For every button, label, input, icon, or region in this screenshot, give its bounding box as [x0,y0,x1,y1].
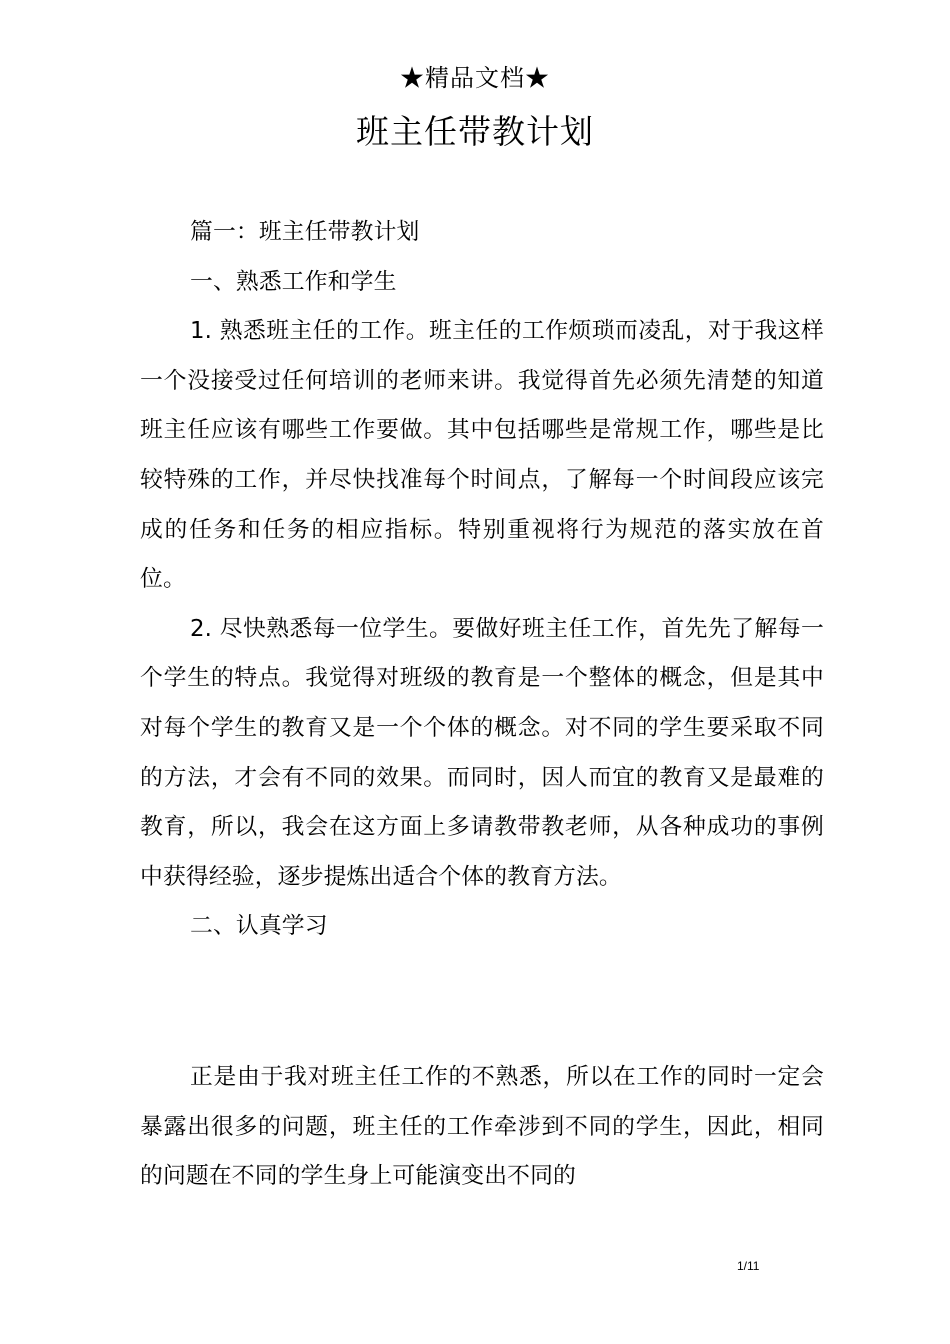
paragraph-item-1: 1. 熟悉班主任的工作。班主任的工作烦琐而凌乱，对于我这样一个没接受过任何培训的老师来讲。我觉得首先必须先清楚的知道班主任应该有哪些工作要做。其中包括哪些是常规工作，哪些是比较特殊的工作，并尽快找准每个时间点，了解每一个时间段应该完成的任务和任务的相应指标。特别重视将行为规范的落实放在首位。 [140,318,824,593]
section-heading-1: 一、熟悉工作和学生 [190,268,397,295]
part-heading: 篇一：班主任带教计划 [190,219,420,245]
paragraph-item-2: 2. 尽快熟悉每一位学生。要做好班主任工作，首先先了解每一个学生的特点。我觉得对班级的教育是一个整体的概念，但是其中对每个学生的教育又是一个个体的概念。对不同的学生要采取不同的方法，才会有不同的效果。而同时，因人而宜的教育又是最难的教育，所以，我会在这方面上多请教带教老师，从各种成功的事例中获得经验，逐步提炼出适合个体的教育方法。 [140,615,824,890]
document-body-continued [140,1053,824,1202]
paragraph-study: 正是由于我对班主任工作的不熟悉，所以在工作的同时一定会暴露出很多的问题，班主任的工作牵涉到不同的学生，因此，相同的问题在不同的学生身上可能演变出不同的 [140,1064,824,1190]
quality-document-mark: ★精品文档★ [400,64,550,92]
document-body [140,208,824,952]
document-title: 班主任带教计划 [356,112,594,151]
section-heading-2: 二、认真学习 [190,913,328,940]
page-number: 1/11 [737,1259,760,1273]
